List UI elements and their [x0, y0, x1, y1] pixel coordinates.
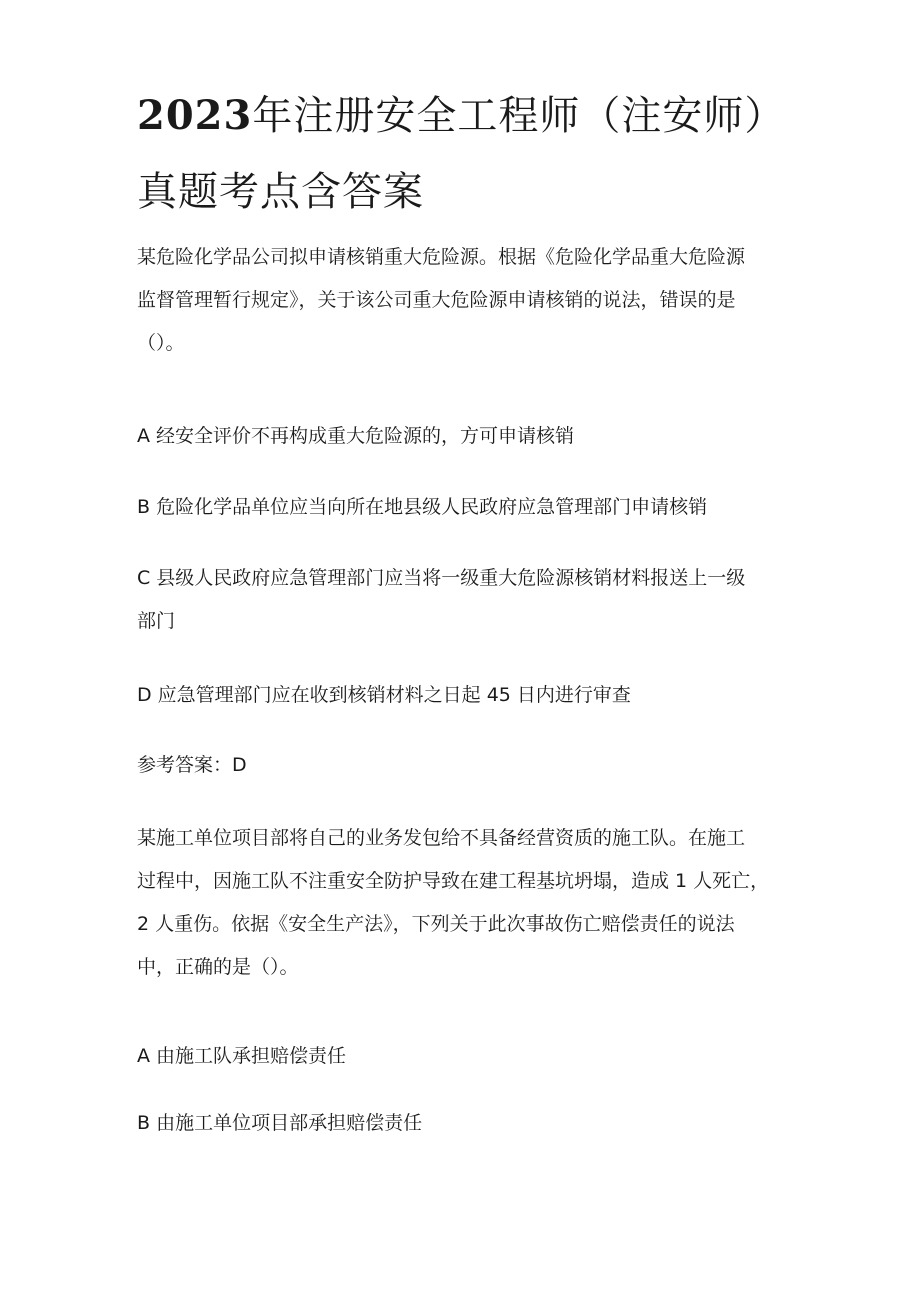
title-text: 年注册安全工程师（注安师）: [252, 93, 786, 139]
option-line: A 由施工队承担赔偿责任: [137, 1045, 347, 1067]
question-stem-line: （）。: [137, 332, 185, 354]
question-1-option-c: [137, 557, 797, 643]
answer-line: 参考答案：D: [137, 754, 247, 776]
option-line: C 县级人民政府应急管理部门应当将一级重大危险源核销材料报送上一级: [137, 567, 746, 589]
question-1-option-b: [137, 486, 797, 529]
question-stem-line: 某危险化学品公司拟申请核销重大危险源。根据《危险化学品重大危险源: [137, 246, 746, 268]
question-1-stem: [137, 236, 797, 365]
question-stem-line: 中，正确的是（）。: [137, 956, 299, 978]
document-title-line-1: [137, 76, 817, 156]
question-1-option-d: [137, 674, 797, 717]
option-line: D 应急管理部门应在收到核销材料之日起 45 日内进行审查: [137, 684, 631, 706]
option-line: A 经安全评价不再构成重大危险源的，方可申请核销: [137, 425, 575, 447]
option-line: B 由施工单位项目部承担赔偿责任: [137, 1112, 423, 1134]
question-stem-line: 监督管理暂行规定》，关于该公司重大危险源申请核销的说法，错误的是: [137, 289, 736, 311]
title-year: 2023: [137, 92, 253, 139]
question-stem-line: 某施工单位项目部将自己的业务发包给不具备经营资质的施工队。在施工: [137, 827, 746, 849]
question-1-answer: [137, 744, 797, 787]
option-line: 部门: [137, 610, 176, 632]
question-stem-line: 过程中，因施工队不注重安全防护导致在建工程基坑坍塌，造成 1 人死亡，: [137, 870, 770, 892]
question-2-option-b: [137, 1102, 797, 1145]
option-line: B 危险化学品单位应当向所在地县级人民政府应急管理部门申请核销: [137, 496, 708, 518]
document-title-line-2: 真题考点含答案: [137, 169, 424, 215]
question-2-option-a: [137, 1035, 797, 1078]
question-1-option-a: [137, 415, 797, 458]
question-2-stem: [137, 817, 797, 989]
question-stem-line: 2 人重伤。依据《安全生产法》，下列关于此次事故伤亡赔偿责任的说法: [137, 913, 735, 935]
